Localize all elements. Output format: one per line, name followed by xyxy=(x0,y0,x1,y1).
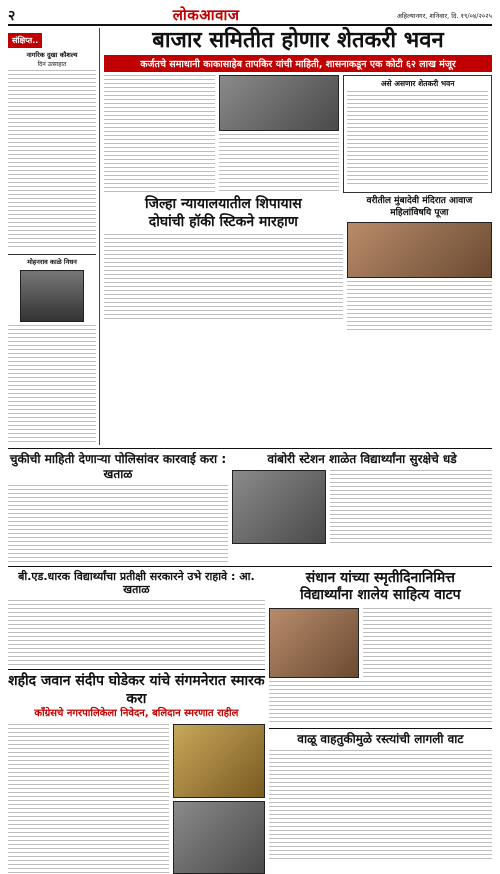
brief2-title: मोहनराव काळे निधन xyxy=(27,257,77,266)
martyr-body xyxy=(8,724,169,874)
sand-body xyxy=(269,750,492,862)
sidebar-briefs xyxy=(8,28,100,445)
bed-headline: बी.एड.धारक विद्यार्थ्यांचा प्रतीक्षी सरकारने उभे राहावे : आ. खताळ xyxy=(18,569,255,597)
brief2-body xyxy=(8,325,96,445)
bed-body xyxy=(8,600,265,666)
hockey-headline: जिल्हा न्यायालयातील शिपायास दोघांची हॉकी स्टिकने मारहाण xyxy=(144,196,302,230)
masthead xyxy=(8,6,492,26)
lead-body-col1 xyxy=(104,75,215,193)
school-headline: वांबोरी स्टेशन शाळेत विद्यार्थ्यांना सुरक्षेचे धडे xyxy=(267,451,457,466)
brief1-body xyxy=(8,70,96,250)
sandhan-body-2 xyxy=(269,681,492,725)
lead-photo xyxy=(219,75,340,131)
lead-headline: बाजार समितीत होणार शेतकरी भवन xyxy=(152,28,444,53)
dateline: अहिल्यानगर, शनिवार, दि. १९/०४/२०२५ xyxy=(396,11,492,20)
lead-body-col2 xyxy=(219,134,340,193)
lead-subheadline: कर्जतचे समाधानी काकासाहेब तापकिर यांची माहिती, शासनाकडून एक कोटी ६२ लाख मंजूर xyxy=(104,55,492,72)
police-headline: चुकीची माहिती देणाऱ्या पोलिसांवर कारवाई करा : खताळ xyxy=(9,451,227,481)
martyr-subheadline: काँग्रेसचे नगरपालिकेला निवेदन, बलिदान स्मरणात राहील xyxy=(34,708,239,720)
martyr-headline: शहीद जवान संदीप घोडेकर यांचे संगमनेरात स्मारक करा xyxy=(8,673,265,707)
brief1-subtitle: दिन उत्साहात xyxy=(37,60,67,68)
martyr-photo-1 xyxy=(173,724,265,798)
sand-headline: वाळू वाहतुकीमुळे रस्त्यांची लागली वाट xyxy=(297,731,464,746)
brief2-portrait xyxy=(20,270,84,322)
brief1-title: नागरिक दुखा कौशल्य xyxy=(26,51,78,59)
sandhan-photo xyxy=(269,608,359,678)
temple-headline: वरीतील मुंबादेवी मंदिरात आवाज महिलांविषयि पूजा xyxy=(366,196,473,218)
school-body xyxy=(330,470,492,544)
brand-logo: लोकआवाज xyxy=(172,6,240,24)
sandhan-body xyxy=(363,608,492,678)
martyr-photo-2 xyxy=(173,801,265,874)
police-body xyxy=(8,485,228,563)
temple-photo xyxy=(347,222,492,278)
sidebar-badge: संक्षिप्त.. xyxy=(8,33,42,48)
box-body xyxy=(347,91,488,187)
sandhan-headline: संधान यांच्या स्मृतीदिनानिमित्त विद्यार्थ्यांना शालेय साहित्य वाटप xyxy=(300,569,461,604)
page-number: २ xyxy=(8,7,16,24)
school-photo xyxy=(232,470,326,544)
shetkari-bhavan-box xyxy=(343,75,492,193)
hockey-body xyxy=(104,234,343,322)
box-title: असे असणार शेतकरी भवन xyxy=(380,79,455,89)
temple-body xyxy=(347,281,492,333)
